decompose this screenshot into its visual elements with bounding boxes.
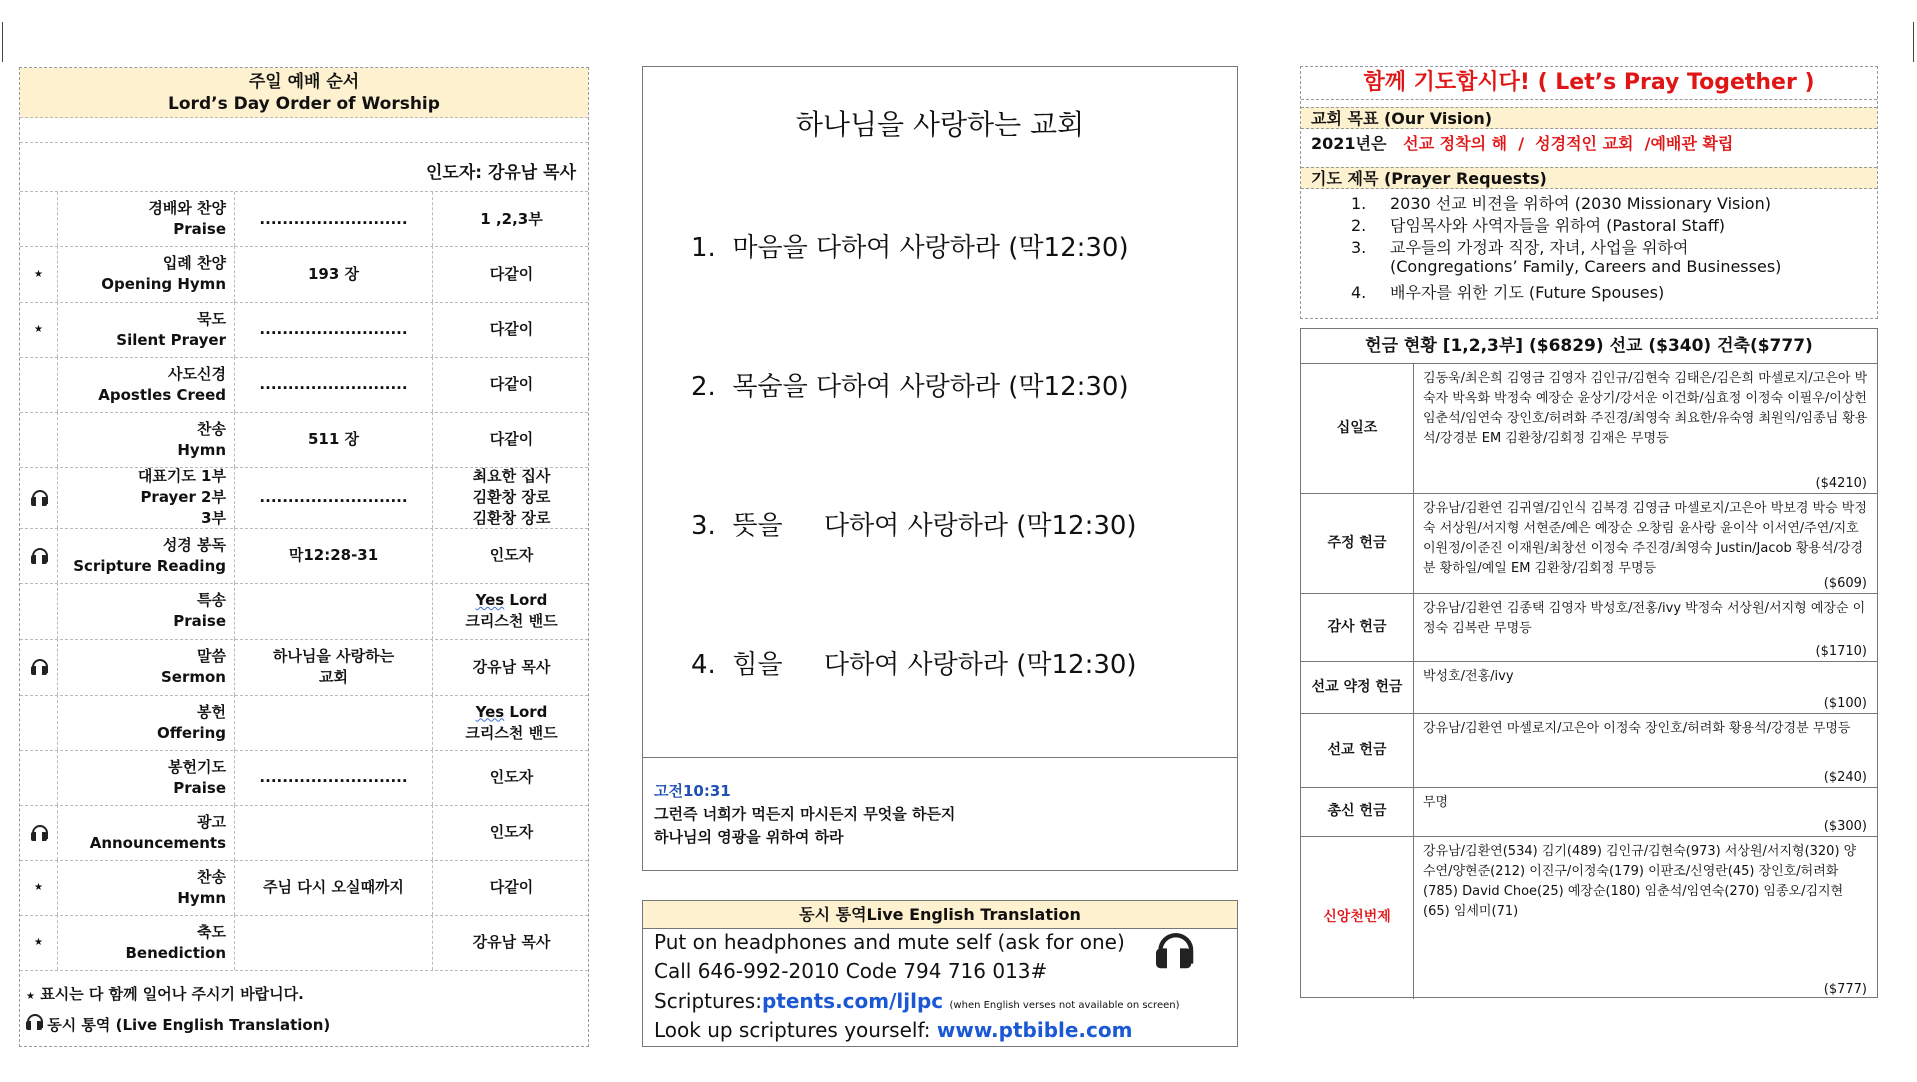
scriptures-note: (when English verses not available on screen)	[949, 1000, 1180, 1011]
item-ko: 찬송	[197, 867, 226, 886]
item-ko: 특송	[197, 591, 226, 609]
row-mark	[20, 412, 58, 467]
row-item	[58, 750, 235, 805]
row-by	[433, 583, 590, 639]
lookup-line	[654, 1018, 1132, 1042]
row-detail	[235, 805, 433, 860]
order-of-worship-panel	[19, 67, 589, 1047]
item-ko: 성경 봉독	[162, 535, 226, 554]
item-3: 3부	[201, 509, 226, 527]
offering-amount: ($300)	[1823, 819, 1867, 834]
headphone-icon	[26, 1014, 42, 1030]
row-by	[433, 695, 590, 750]
request-number: 2.	[1351, 216, 1367, 235]
item-en: Sermon	[161, 668, 226, 686]
headphone-icon	[31, 825, 47, 841]
offering-names: 강유남/김환연(534) 김기(489) 김인규/김현숙(973) 서상원/서지형(320) 양수연/양현준(212) 이진구/이정숙(179) 이판조/신영란(45) 장인호/허려화(785) David Choe(25) 예장순(180) 임춘석/임연숙(270) 임종오/김지현(65) 임세미(71)	[1423, 844, 1857, 919]
offering-row	[1301, 836, 1877, 999]
row-mark	[20, 302, 58, 357]
item-en: Opening Hymn	[101, 275, 226, 293]
sermon-theme-panel	[642, 66, 1238, 758]
item-by-2: 크리스천 밴드	[465, 723, 558, 742]
offering-label: 신앙천번제	[1301, 836, 1414, 999]
worship-row	[20, 750, 588, 806]
request-text: 배우자를 위한 기도 (Future Spouses)	[1390, 283, 1665, 302]
worship-row	[20, 583, 588, 640]
offering-label: 선교 헌금	[1301, 713, 1414, 787]
offering-row	[1301, 363, 1877, 494]
request-text: 2030 선교 비젼을 위하여 (2030 Missionary Vision)	[1390, 194, 1771, 213]
row-mark	[20, 915, 58, 970]
verse-text	[654, 803, 955, 849]
offering-amount: ($1710)	[1815, 644, 1867, 659]
row-mark	[20, 357, 58, 412]
sermon-theme-title: 하나님을 사랑하는 교회	[795, 108, 1085, 141]
row-item	[58, 246, 235, 302]
item-en: Silent Prayer	[116, 330, 226, 349]
item-detail: ..........................	[259, 320, 408, 338]
item-detail: ..........................	[259, 488, 408, 506]
row-mark	[20, 467, 58, 528]
item-by: 다같이	[489, 430, 534, 448]
prayer-request	[1351, 280, 1664, 303]
prayer-request	[1351, 213, 1725, 236]
stand-up-icon: ★	[34, 882, 43, 893]
item-en: Hymn	[177, 888, 226, 907]
offering-amount: ($609)	[1823, 576, 1867, 591]
item-ko: 광고	[197, 812, 226, 831]
verse-line: 하나님의 영광을 위하여 하라	[654, 828, 844, 846]
note-translation: 동시 통역 (Live English Translation)	[47, 1016, 331, 1034]
offering-row	[1301, 787, 1877, 837]
worship-row	[20, 412, 588, 468]
translation-instruction: Put on headphones and mute self (ask for one)	[654, 930, 1125, 954]
item-ko: 입례 찬양	[162, 254, 226, 272]
page-edge-mark	[2, 22, 3, 62]
stand-up-icon: ★	[26, 991, 35, 1002]
item-en: Prayer 2부	[140, 488, 226, 506]
offering-row	[1301, 493, 1877, 594]
offering-label: 선교 약정 헌금	[1301, 661, 1414, 713]
item-by-en-2: Lord	[509, 591, 548, 609]
offering-amount: ($100)	[1823, 696, 1867, 711]
item-by-en-2: Lord	[509, 702, 548, 721]
item-ko: 사도신경	[168, 364, 226, 383]
offering-label: 십일조	[1301, 363, 1414, 493]
row-item	[58, 357, 235, 412]
worship-row	[20, 192, 588, 247]
verse-line: 그런즉 너희가 먹든지 마시든지 무엇을 하든지	[654, 805, 956, 823]
row-item	[58, 192, 235, 246]
prayer-request	[1351, 235, 1688, 258]
item-ko: 봉헌	[197, 702, 226, 721]
offering-row	[1301, 593, 1877, 662]
offering-amount: ($777)	[1823, 982, 1867, 997]
item-detail: 하나님을 사랑하는	[272, 647, 395, 665]
row-item	[58, 860, 235, 915]
page-edge-mark	[1913, 22, 1914, 62]
headphone-icon	[31, 659, 47, 675]
row-detail	[235, 860, 433, 915]
item-by: 인도자	[489, 768, 534, 786]
row-item	[58, 915, 235, 970]
item-en: Hymn	[177, 440, 226, 459]
item-by: 인도자	[489, 546, 534, 564]
worship-spacer-row	[20, 118, 588, 143]
item-ko: 축도	[197, 922, 226, 941]
offering-label: 감사 헌금	[1301, 593, 1414, 661]
row-mark	[20, 860, 58, 915]
item-detail: 511 장	[307, 430, 360, 448]
item-ko: 봉헌기도	[168, 757, 226, 776]
row-by	[433, 357, 590, 412]
request-text: 담임목사와 사역자들을 위하여 (Pastoral Staff)	[1390, 216, 1725, 235]
worship-row	[20, 639, 588, 696]
row-by	[433, 412, 590, 467]
offering-amount: ($240)	[1823, 770, 1867, 785]
stand-up-icon: ★	[34, 324, 43, 335]
row-detail	[235, 412, 433, 467]
row-mark	[20, 639, 58, 695]
worship-leader: 인도자: 강유남 목사	[20, 142, 588, 192]
request-number: 4.	[1351, 283, 1367, 302]
row-detail	[235, 357, 433, 412]
row-by	[433, 528, 590, 583]
scriptures-link[interactable]: ptents.com/ljlpc	[761, 989, 944, 1013]
row-by	[433, 246, 590, 302]
prayer-title: 함께 기도합시다! ( Let’s Pray Together )	[1301, 67, 1877, 100]
row-mark	[20, 246, 58, 302]
row-detail	[235, 302, 433, 357]
prayer-request	[1351, 191, 1771, 214]
command-item: 4. 힘을 다하여 사랑하라 (막12:30)	[691, 650, 1137, 680]
command-item: 2. 목숨을 다하여 사랑하라 (막12:30)	[691, 372, 1129, 402]
offering-label: 총신 헌금	[1301, 787, 1414, 836]
item-en: Praise	[173, 612, 226, 630]
live-translation-box	[642, 900, 1238, 1047]
worship-footnotes	[26, 980, 330, 1039]
row-mark	[20, 583, 58, 639]
item-by: 다같이	[489, 375, 534, 393]
row-by	[433, 467, 590, 528]
row-detail	[235, 915, 433, 970]
worship-row	[20, 805, 588, 861]
worship-row	[20, 528, 588, 584]
row-detail	[235, 639, 433, 695]
item-ko: 묵도	[197, 309, 226, 328]
worship-row	[20, 302, 588, 358]
item-by: 최요한 집사	[472, 467, 551, 485]
vision-year: 2021년은	[1311, 134, 1387, 153]
worship-header	[20, 68, 588, 118]
translation-header: 동시 통역Live English Translation	[643, 901, 1237, 929]
row-by	[433, 639, 590, 695]
translation-call-info: Call 646-992-2010 Code 794 716 013#	[654, 959, 1048, 983]
row-by	[433, 805, 590, 860]
row-item	[58, 528, 235, 583]
row-by	[433, 302, 590, 357]
row-detail	[235, 750, 433, 805]
worship-row	[20, 467, 588, 529]
item-en: Offering	[156, 723, 226, 742]
offering-names: 강유남/김환연 김귀열/김인식 김복경 김영금 마셀로지/고은아 박보경 박승 박정숙 서상원/서지형 서현준/예은 예장순 오창림 윤사랑 윤이삭 이서연/주연/지호 이원정/이준진 이재원/최창선 이정숙 주진경/최영숙 Justin/Jacob 황용석/강경분 황하일/예일 EM 김환창/김회정 무명등	[1423, 501, 1867, 576]
note-stand: 표시는 다 함께 일어나 주시기 바랍니다.	[40, 985, 304, 1003]
scriptures-label: Scriptures:	[654, 989, 762, 1013]
worship-row	[20, 357, 588, 413]
worship-title-ko: 주일 예배 순서	[248, 72, 360, 92]
ptbible-link[interactable]: www.ptbible.com	[936, 1018, 1133, 1042]
row-item	[58, 805, 235, 860]
row-mark	[20, 750, 58, 805]
offering-names: 박성호/전홍/ivy	[1423, 669, 1514, 684]
prayer-request	[1351, 257, 1781, 276]
row-mark	[20, 192, 58, 246]
requests-header: 기도 제목 (Prayer Requests)	[1301, 167, 1877, 189]
offering-header: 헌금 현황 [1,2,3부] ($6829) 선교 ($340) 건축($777)	[1301, 329, 1877, 364]
item-ko: 찬송	[197, 419, 226, 438]
command-item: 3. 뜻을 다하여 사랑하라 (막12:30)	[691, 511, 1137, 541]
request-number: 3.	[1351, 238, 1367, 257]
row-item	[58, 467, 235, 528]
command-item: 1. 마음을 다하여 사랑하라 (막12:30)	[691, 233, 1129, 263]
row-detail	[235, 583, 433, 639]
item-detail-2: 교회	[319, 668, 348, 686]
item-by: 다같이	[489, 264, 534, 283]
row-detail	[235, 246, 433, 302]
row-by	[433, 860, 590, 915]
offering-amount: ($4210)	[1815, 476, 1867, 491]
stand-up-icon: ★	[34, 268, 43, 280]
item-detail: ..........................	[259, 768, 408, 786]
item-by-2: 크리스천 밴드	[465, 612, 558, 630]
worship-row	[20, 915, 588, 971]
request-text: 교우들의 가정과 직장, 자녀, 사업을 위하여	[1390, 238, 1689, 257]
item-detail: 주님 다시 오실때까지	[263, 878, 404, 896]
row-item	[58, 639, 235, 695]
headphone-icon	[1156, 933, 1191, 968]
verse-reference: 고전10:31	[654, 782, 731, 800]
item-ko: 대표기도 1부	[137, 467, 226, 485]
worship-title-en: Lord’s Day Order of Worship	[168, 94, 440, 114]
offering-label: 주정 헌금	[1301, 493, 1414, 593]
memory-verse-box	[642, 757, 1238, 871]
item-by-2: 김환창 장로	[472, 488, 551, 506]
row-by	[433, 915, 590, 970]
offering-names: 김동욱/최은희 김영금 김영자 김인규/김현숙 김태은/김은희 마셀로지/고은아 박숙자 박옥화 박정숙 예장순 윤상기/강서운 이건화/심효정 이정숙 이필우/이상헌 임춘석/임연숙 장인호/허려화 주진경/최영숙 최요한/유숙영 최원익/임종님 황용석/강경분 EM 김환창/김회정 김재은 무명등	[1423, 371, 1868, 446]
item-by-3: 김환창 장로	[472, 509, 551, 527]
item-detail: 193 장	[307, 264, 360, 283]
worship-row	[20, 695, 588, 751]
offering-names: 무명	[1423, 795, 1449, 810]
offering-row	[1301, 661, 1877, 714]
row-detail	[235, 192, 433, 246]
offering-names: 강유남/김환연 마셀로지/고은아 이정숙 장인호/허려화 황용석/강경분 무명등	[1423, 721, 1851, 736]
item-by: 1 ,2,3부	[480, 209, 543, 228]
item-detail: 막12:28-31	[288, 546, 379, 564]
item-en: Announcements	[89, 833, 226, 852]
row-detail	[235, 695, 433, 750]
item-ko: 경배와 찬양	[148, 199, 226, 217]
row-mark	[20, 695, 58, 750]
item-en: Praise	[173, 778, 226, 797]
prayer-panel	[1300, 66, 1878, 319]
item-by: 강유남 목사	[472, 933, 551, 951]
vision-line	[1311, 131, 1733, 154]
item-ko: 말씀	[197, 647, 226, 665]
offering-table	[1300, 328, 1878, 998]
row-by	[433, 192, 590, 246]
headphone-icon	[31, 490, 47, 506]
stand-up-icon: ★	[34, 937, 43, 948]
vision-items: 선교 정착의 해 / 성경적인 교회 /예배관 확립	[1403, 134, 1734, 153]
item-en: Scripture Reading	[73, 556, 226, 575]
row-item	[58, 583, 235, 639]
item-by: 다같이	[489, 320, 534, 338]
request-text: (Congregations’ Family, Careers and Businesses)	[1390, 257, 1782, 276]
vision-header: 교회 목표 (Our Vision)	[1301, 107, 1877, 129]
row-mark	[20, 528, 58, 583]
offering-row	[1301, 713, 1877, 788]
headphone-icon	[31, 548, 47, 564]
item-detail: ..........................	[259, 209, 408, 228]
item-by: 강유남 목사	[472, 657, 551, 676]
item-by: 다같이	[489, 878, 534, 896]
item-by-en: Yes	[475, 591, 505, 609]
item-en: Benediction	[125, 943, 226, 962]
item-detail: ..........................	[259, 375, 408, 393]
scriptures-line	[654, 989, 1180, 1013]
row-item	[58, 412, 235, 467]
row-item	[58, 302, 235, 357]
item-by: 인도자	[489, 823, 534, 841]
lookup-label: Look up scriptures yourself:	[654, 1018, 931, 1042]
row-detail	[235, 528, 433, 583]
worship-row	[20, 246, 588, 303]
row-detail	[235, 467, 433, 528]
item-by-en: Yes	[475, 702, 505, 721]
row-item	[58, 695, 235, 750]
offering-names: 강유남/김환연 김종택 김영자 박성호/전홍/ivy 박정숙 서상원/서지형 예장순 이정숙 김복란 무명등	[1423, 601, 1866, 636]
row-by	[433, 750, 590, 805]
item-en: Praise	[173, 220, 226, 238]
row-mark	[20, 805, 58, 860]
worship-row	[20, 860, 588, 916]
item-en: Apostles Creed	[98, 385, 226, 404]
request-number: 1.	[1351, 194, 1367, 213]
